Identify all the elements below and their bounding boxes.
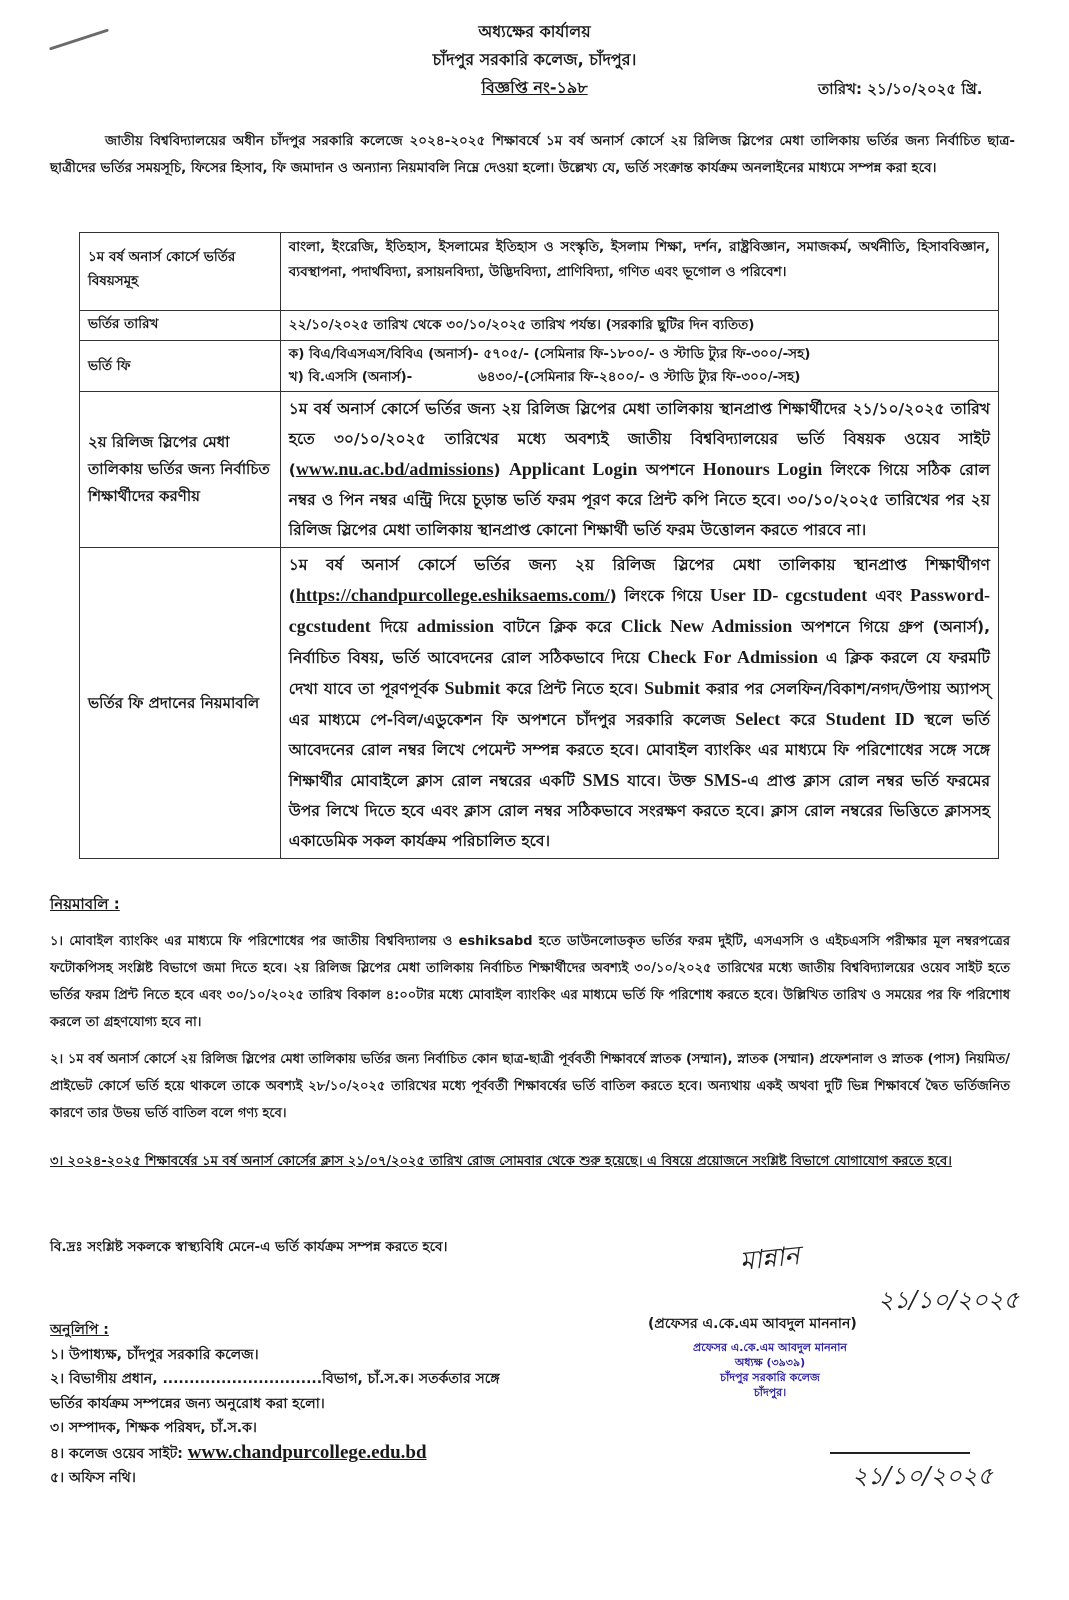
rule-item-2: ২। ১ম বর্ষ অনার্স কোর্সে ২য় রিলিজ স্লিপের মেধা তালিকায় ভর্তির জন্য নির্বাচিত কোন ছাত্র-ছাত্রী পূর্ববর্তী শিক্ষাবর্ষে স্নাতক (সম্মান), স্নাতক (সম্মান) প্রফেশনাল ও স্নাতক (পাস) নিয়মিত/প্রাইভেট কোর্সে ভর্তি হয়ে থাকলে তাকে অবশ্যই ২৮/১০/২০২৫ তারিখের মধ্যে পূর্ববর্তী শিক্ষাবর্ষের ভর্তি বাতিল করতে হবে। অন্যথায় একই অথবা দুটি ভিন্ন শিক্ষাবর্ষে দ্বৈত ভর্তিজনিত কারণে তার উভয় ভর্তি বাতিল বলে গণ্য হবে।	[50, 1052, 1010, 1121]
notice-date: তারিখ: ২১/১০/২০২৫ খ্রি.	[818, 80, 983, 98]
table-row	[80, 392, 999, 548]
row-value: ২২/১০/২০২৫ তারিখ থেকে ৩০/১০/২০২৫ তারিখ পর্যন্ত। (সরকারি ছুটির দিন ব্যতিত)	[280, 311, 998, 341]
row-label: ভর্তির ফি প্রদানের নিয়মাবলি	[80, 548, 281, 859]
fee-line-bsc: খ) বি.এসসি (অনার্স)- ৬৪৩০/-(সেমিনার ফি-২৪০০/- ও স্টাডি ট্যুর ফি-৩০০/-সহ)	[288, 369, 801, 385]
signer-name: (প্রফেসর এ.কে.এম আবদুল মাননান)	[648, 1316, 857, 1332]
handwritten-date: ২১/১০/২০২৫	[878, 1286, 1019, 1314]
rules-heading: নিয়মাবলি :	[50, 895, 120, 913]
nu-admission-link[interactable]: www.nu.ac.bd/admissions	[295, 459, 494, 479]
row-value	[280, 341, 998, 392]
admission-info-table	[79, 232, 999, 859]
college-website-link[interactable]: www.chandpurcollege.edu.bd	[187, 1441, 427, 1463]
fee-line-ba: ক) বিএ/বিএসএস/বিবিএ (অনার্স)- ৫৭০৫/- (সেমিনার ফি-১৮০০/- ও স্টাডি ট্যুর ফি-৩০০/-সহ)	[288, 346, 811, 362]
table-row	[80, 311, 999, 341]
cc-item: ৪। কলেজ ওয়েব সাইট: www.chandpurcollege.edu.bd	[50, 1441, 427, 1463]
cc-item: ৩। সম্পাদক, শিক্ষক পরিষদ, চাঁ.স.ক।	[50, 1420, 257, 1436]
signature-block	[620, 1230, 1069, 1520]
row-value: ১ম বর্ষ অনার্স কোর্সে ভর্তির জন্য ২য় রিলিজ স্লিপের মেধা তালিকায় স্থানপ্রাপ্ত শিক্ষার্থীদের ২১/১০/২০২৫ তারিখ হতে ৩০/১০/২০২৫ তারিখের মধ্যে অবশ্যই জাতীয় বিশ্ববিদ্যালয়ের ভর্তি বিষয়ক ওয়েব সাইট (www.nu.ac.bd/admissions) Applicant Login অপশনে Honours Login লিংকে গিয়ে সঠিক রোল নম্বর ও পিন নম্বর এন্ট্রি দিয়ে চূড়ান্ত ভর্তি ফরম পূরণ করে প্রিন্ট কপি নিতে হবে। ৩০/১০/২০২৫ তারিখের পর ২য় রিলিজ স্লিপের মেধা তালিকায় স্থানপ্রাপ্ত কোনো শিক্ষার্থী ভর্তি ফরম উত্তোলন করতে পারবে না।	[280, 392, 998, 548]
rule-item-3: ৩। ২০২৪-২০২৫ শিক্ষাবর্ষের ১ম বর্ষ অনার্স কোর্সের ক্লাস ২১/০৭/২০২৫ তারিখ রোজ সোমবার থেকে শুরু হয়েছে। এ বিষয়ে প্রয়োজনে সংশ্লিষ্ট বিভাগে যোগাযোগ করতে হবে।	[50, 1154, 952, 1169]
handwritten-signature: মান্নান	[738, 1240, 802, 1278]
intro-paragraph: জাতীয় বিশ্ববিদ্যালয়ের অধীন চাঁদপুর সরকারি কলেজে ২০২৪-২০২৫ শিক্ষাবর্ষে ১ম বর্ষ অনার্স কোর্সে ২য় রিলিজ স্লিপের মেধা তালিকায় ভর্তির জন্য নির্বাচিত ছাত্র-ছাত্রীদের ভর্তির সময়সূচি, ফিসের হিসাব, ফি জমাদান ও অন্যান্য নিয়মাবলি নিম্নে দেওয়া হলো। উল্লেখ্য যে, ভর্তি সংক্রান্ত কার্যক্রম অনলাইনের মাধ্যমে সম্পন্ন করা হবে।	[50, 133, 1015, 176]
initial-underline	[830, 1452, 970, 1454]
row-value: ১ম বর্ষ অনার্স কোর্সে ভর্তির জন্য ২য় রিলিজ স্লিপের মেধা তালিকায় স্থানপ্রাপ্ত শিক্ষার্থীগণ (https://chandpurcollege.eshiksaems.com/) লিংকে গিয়ে User ID- cgcstudent এবং Password- cgcstudent দিয়ে admission বাটনে ক্লিক করে Click New Admission অপশনে গিয়ে গ্রুপ (অনার্স), নির্বাচিত বিষয়, ভর্তি আবেদনের রোল সঠিকভাবে দিয়ে Check For Admission এ ক্লিক করলে যে ফরমটি দেখা যাবে তা পূরণপূর্বক Submit করে প্রিন্ট নিতে হবে। Submit করার পর সেলফিন/বিকাশ/নগদ/উপায় অ্যাপস্ এর মাধ্যমে পে-বিল/এডুকেশন ফি অপশনে চাঁদপুর সরকারি কলেজ Select করে Student ID স্থলে ভর্তি আবেদনের রোল নম্বর লিখে পেমেন্ট সম্পন্ন করতে হবে। মোবাইল ব্যাংকিং এর মাধ্যমে ফি পরিশোধের সঙ্গে সঙ্গে শিক্ষার্থীর মোবাইলে ক্লাস রোল নম্বরের একটি SMS যাবে। উক্ত SMS-এ প্রাপ্ত ক্লাস রোল নম্বর ভর্তি ফরমের উপর লিখে দিতে হবে এবং ক্লাস রোল নম্বর সঠিকভাবে সংরক্ষণ করতে হবে। ক্লাস রোল নম্বরের ভিত্তিতে ক্লাসসহ একাডেমিক সকল কার্যক্রম পরিচালিত হবে।	[280, 548, 998, 859]
cc-item: ২। বিভাগীয় প্রধান, ..............................বিভাগ, চাঁ.স.ক। সতর্কতার সঙ্গে	[50, 1371, 500, 1387]
table-row	[80, 233, 999, 311]
nb-note: বি.দ্রঃ সংশ্লিষ্ট সকলকে স্বাস্থ্যবিধি মেনে-এ ভর্তি কার্যক্রম সম্পন্ন করতে হবে।	[50, 1239, 448, 1255]
notice-number: বিজ্ঞপ্তি নং-১৯৮	[481, 78, 588, 97]
row-label: ভর্তি ফি	[80, 341, 281, 392]
table-row	[80, 341, 999, 392]
cc-item: ৫। অফিস নথি।	[50, 1470, 136, 1486]
official-stamp: প্রফেসর এ.কে.এম আবদুল মাননান অধ্যক্ষ (৩৯৩৯) চাঁদপুর সরকারি কলেজ চাঁদপুর।	[693, 1341, 847, 1399]
row-label: ১ম বর্ষ অনার্স কোর্সে ভর্তির বিষয়সমূহ	[80, 233, 281, 311]
rule-item-1: ১। মোবাইল ব্যাংকিং এর মাধ্যমে ফি পরিশোধের পর জাতীয় বিশ্ববিদ্যালয় ও eshiksabd হতে ডাউনলোডকৃত ভর্তির ফরম দুইটি, এসএসসি ও এইচএসসি পরীক্ষার মূল নম্বরপত্রের ফটোকপিসহ সংশ্লিষ্ট বিভাগে জমা দিতে হবে। ২য় রিলিজ স্লিপের মেধা তালিকায় নির্বাচিত শিক্ষার্থীদের অবশ্যই ৩০/১০/২০২৫ তারিখের মধ্যে জাতীয় বিশ্ববিদ্যালয়ের ওয়েব সাইট হতে ভর্তির ফরম প্রিন্ট নিতে হবে এবং ৩০/১০/২০২৫ তারিখ বিকাল ৪:০০টার মধ্যে মোবাইল ব্যাংকিং এর মাধ্যমে ভর্তি ফি পরিশোধ করতে হবে। উল্লিখিত তারিখ ও সময়ের পর ফি পরিশোধ করলে তা গ্রহণযোগ্য হবে না।	[50, 934, 1010, 1030]
office-title: অধ্যক্ষের কার্যালয়	[478, 22, 591, 41]
college-name: চাঁদপুর সরকারি কলেজ, চাঁদপুর।	[432, 50, 637, 69]
table-row	[80, 548, 999, 859]
copy-to-list	[50, 1318, 500, 1491]
eshiksa-link[interactable]: https://chandpurcollege.eshiksaems.com/	[295, 585, 610, 605]
row-value: বাংলা, ইংরেজি, ইতিহাস, ইসলামের ইতিহাস ও সংস্কৃতি, ইসলাম শিক্ষা, দর্শন, রাষ্ট্রবিজ্ঞান, সমাজকর্ম, অর্থনীতি, হিসাববিজ্ঞান, ব্যবস্থাপনা, পদার্থবিদ্যা, রসায়নবিদ্যা, উদ্ভিদবিদ্যা, প্রাণিবিদ্যা, গণিত এবং ভূগোল ও পরিবেশ।	[280, 233, 998, 311]
cc-item: ১। উপাধ্যক্ষ, চাঁদপুর সরকারি কলেজ।	[50, 1346, 259, 1363]
cc-item: ভর্তির কার্যক্রম সম্পন্নের জন্য অনুরোধ করা হলো।	[50, 1395, 325, 1412]
handwritten-date-2: ২১/১০/২০২৫	[852, 1462, 993, 1490]
copy-to-heading: অনুলিপি :	[50, 1322, 109, 1338]
row-label: ভর্তির তারিখ	[80, 311, 281, 341]
row-label: ২য় রিলিজ স্লিপের মেধা তালিকায় ভর্তির জন্য নির্বাচিত শিক্ষার্থীদের করণীয়	[80, 392, 281, 548]
